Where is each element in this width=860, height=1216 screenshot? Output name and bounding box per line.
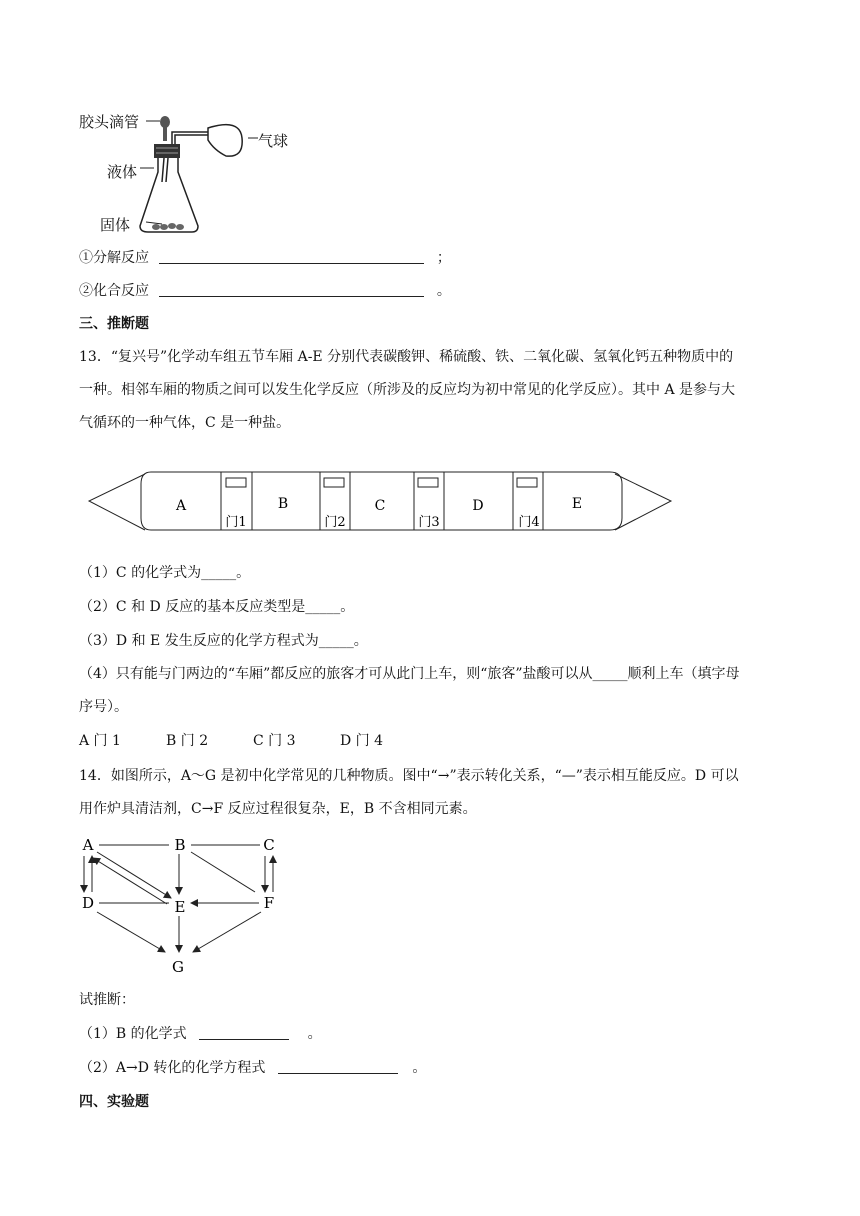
q14-sub-2-label: （2）A→D 转化的化学方程式 <box>79 1060 266 1076</box>
option-a[interactable]: A 门 1 <box>79 733 121 749</box>
dropper-label: 胶头滴管 <box>79 113 140 131</box>
solid-label: 固体 <box>100 216 131 234</box>
option-d[interactable]: D 门 4 <box>340 733 384 749</box>
q12-decomposition-line <box>79 248 451 268</box>
section-3-title: 三、推断题 <box>79 316 149 332</box>
q14-stem-line-1: 14．如图所示，A～G 是初中化学常见的几种物质。图中“→”表示转化关系，“—”表示相互能反应。D 可以 <box>79 768 739 784</box>
q14-sub-1-suffix: 。 <box>307 1026 322 1042</box>
q12-combination-line <box>79 281 451 301</box>
q14-infer-label: 试推断： <box>79 992 135 1008</box>
node-f: F <box>263 894 275 912</box>
q13-stem-line-3: 气循环的一种气体，C 是一种盐。 <box>79 415 291 431</box>
option-b[interactable]: B 门 2 <box>166 733 209 749</box>
door-1-label: 门1 <box>225 515 247 530</box>
combination-blank[interactable] <box>159 282 424 297</box>
combination-label: ②化合反应 <box>79 283 149 299</box>
q13-sub-2: （2）C 和 D 反应的基本反应类型是_____。 <box>79 599 355 615</box>
node-c: C <box>263 836 275 854</box>
q13-sub-3: （3）D 和 E 发生反应的化学方程式为_____。 <box>79 633 368 649</box>
node-b: B <box>174 836 186 854</box>
liquid-label: 液体 <box>107 163 138 181</box>
q13-stem-line-2: 一种。相邻车厢的物质之间可以发生化学反应（所涉及的反应均为初中常见的化学反应）。其中 A 是参与大 <box>79 382 736 398</box>
car-e-label: E <box>571 496 583 512</box>
option-c[interactable]: C 门 3 <box>253 733 296 749</box>
car-b-label: B <box>277 496 289 512</box>
flask-diagram <box>130 110 260 235</box>
relationship-diagram <box>75 832 290 977</box>
q14-sub-2-suffix: 。 <box>412 1060 427 1076</box>
q14-sub-1-blank[interactable] <box>199 1025 289 1040</box>
door-3-label: 门3 <box>418 515 440 530</box>
train-diagram <box>85 468 680 538</box>
door-4-label: 门4 <box>518 515 540 530</box>
q13-sub-4-line-1: （4）只有能与门两边的“车厢”都反应的旅客才可从此门上车，则“旅客”盐酸可以从_____顺利上车（填字母 <box>79 666 740 682</box>
combination-suffix: 。 <box>436 283 451 299</box>
node-a: A <box>82 836 94 854</box>
node-e: E <box>174 898 186 916</box>
q14-sub-2-blank[interactable] <box>278 1059 398 1074</box>
car-a-label: A <box>175 498 187 514</box>
q13-stem-line-1: 13．“复兴号”化学动车组五节车厢 A-E 分别代表碳酸钾、稀硫酸、铁、二氧化碳、氢氧化钙五种物质中的 <box>79 349 734 365</box>
decomposition-suffix: ； <box>436 250 451 266</box>
decomposition-blank[interactable] <box>159 249 424 264</box>
door-2-label: 门2 <box>324 515 346 530</box>
decomposition-label: ①分解反应 <box>79 250 149 266</box>
q13-sub-4-line-2: 序号）。 <box>79 699 128 715</box>
q14-sub-2-line <box>79 1058 426 1078</box>
balloon-label: 气球 <box>258 132 289 150</box>
q14-sub-1-label: （1）B 的化学式 <box>79 1026 187 1042</box>
car-d-label: D <box>472 498 484 514</box>
car-c-label: C <box>374 498 386 514</box>
section-4-title: 四、实验题 <box>79 1094 149 1110</box>
q14-sub-1-line <box>79 1024 322 1044</box>
q14-stem-line-2: 用作炉具清洁剂，C→F 反应过程很复杂，E，B 不含相同元素。 <box>79 801 477 817</box>
node-d: D <box>81 894 95 912</box>
q13-sub-1: （1）C 的化学式为_____。 <box>79 565 251 581</box>
node-g: G <box>172 958 184 976</box>
